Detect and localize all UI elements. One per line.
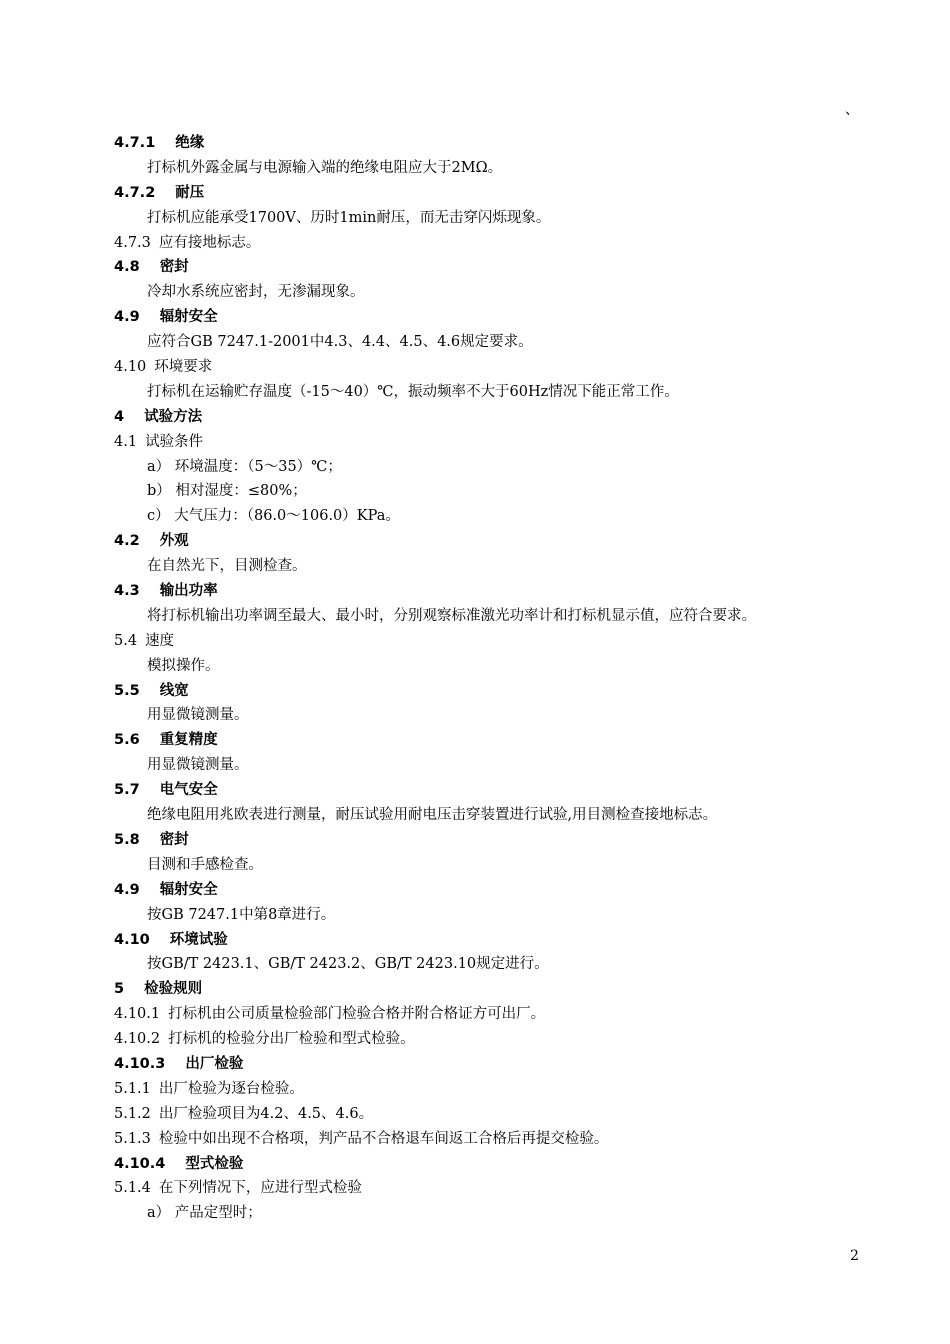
paragraph-text: 在自然光下，目测检查。 — [147, 558, 307, 575]
section-number: 5.5 — [114, 682, 140, 699]
paragraph-line — [114, 280, 914, 305]
paragraph-text: a） 环境温度：（5～35）℃； — [147, 458, 342, 475]
paragraph-text: 模拟操作。 — [147, 657, 220, 674]
section-line — [114, 231, 914, 256]
paragraph-text: 按GB 7247.1中第8章进行。 — [147, 906, 336, 923]
paragraph-line — [114, 380, 914, 405]
section-title: 环境试验 — [169, 931, 228, 948]
section-title: 绝缘 — [175, 135, 205, 151]
section-title: 速度 — [145, 632, 175, 649]
paragraph-line — [114, 703, 914, 728]
section-number: 4.8 — [114, 259, 140, 276]
section-line — [114, 1152, 914, 1177]
section-number: 4.10 — [114, 931, 150, 948]
paragraph-text: 按GB/T 2423.1、GB/T 2423.2、GB/T 2423.10规定进行。 — [147, 956, 549, 973]
paragraph-text: b） 相对湿度：≤80%； — [147, 483, 307, 500]
paragraph-text: 用显微镜测量。 — [147, 757, 249, 774]
paragraph-line — [114, 554, 914, 579]
section-line — [114, 977, 914, 1002]
section-title: 线宽 — [159, 682, 189, 699]
section-number: 4.10.2 — [114, 1031, 161, 1048]
section-line — [114, 1002, 914, 1027]
paragraph-line — [114, 903, 914, 928]
section-line — [114, 679, 914, 704]
section-line — [114, 1027, 914, 1052]
section-number: 4.3 — [114, 583, 140, 600]
section-number: 4 — [114, 408, 125, 425]
section-number: 4.7.3 — [114, 234, 151, 251]
section-title: 辐射安全 — [159, 309, 218, 326]
section-line — [114, 828, 914, 853]
section-title: 打标机的检验分出厂检验和型式检验。 — [168, 1031, 415, 1048]
paragraph-line — [114, 504, 914, 529]
section-line — [114, 778, 914, 803]
section-line — [114, 579, 914, 604]
paragraph-text: 绝缘电阻用兆欧表进行测量，耐压试验用耐电压击穿装置进行试验,用目测检查接地标志。 — [147, 807, 718, 824]
section-title: 密封 — [159, 831, 189, 848]
section-title: 环境要求 — [154, 359, 213, 376]
section-title: 出厂检验为逐台检验。 — [158, 1080, 304, 1097]
section-title: 密封 — [159, 259, 189, 276]
section-title: 重复精度 — [159, 732, 218, 749]
section-title: 电气安全 — [159, 782, 218, 799]
paragraph-text: 冷却水系统应密封，无渗漏现象。 — [147, 284, 365, 301]
section-line — [114, 728, 914, 753]
paragraph-line — [114, 156, 914, 181]
paragraph-text: 应符合GB 7247.1-2001中4.3、4.4、4.5、4.6规定要求。 — [147, 334, 533, 351]
section-number: 4.7.1 — [114, 135, 156, 151]
page-number: 2 — [850, 1248, 859, 1264]
section-number: 4.10 — [114, 359, 147, 376]
paragraph-text: 将打标机输出功率调至最大、最小时，分别观察标准激光功率计和打标机显示值，应符合要求。 — [147, 607, 756, 624]
section-number: 4.1 — [114, 433, 138, 450]
section-number: 5.7 — [114, 782, 140, 799]
section-line — [114, 1127, 914, 1152]
section-line — [114, 405, 914, 430]
section-number: 4.2 — [114, 533, 140, 550]
section-line — [114, 529, 914, 554]
section-line — [114, 305, 914, 330]
section-title: 型式检验 — [185, 1155, 244, 1172]
section-number: 5.1.2 — [114, 1105, 151, 1122]
section-title: 在下列情况下，应进行型式检验 — [158, 1180, 362, 1197]
corner-mark: 、 — [845, 102, 859, 118]
section-number: 4.9 — [114, 881, 140, 898]
section-line — [114, 928, 914, 953]
section-title: 外观 — [159, 533, 189, 550]
section-title: 出厂检验项目为4.2、4.5、4.6。 — [158, 1105, 374, 1122]
section-title: 打标机由公司质量检验部门检验合格并附合格证方可出厂。 — [168, 1006, 546, 1023]
section-number: 4.10.4 — [114, 1155, 166, 1172]
paragraph-line — [114, 455, 914, 480]
paragraph-line — [114, 604, 914, 629]
paragraph-line — [114, 853, 914, 878]
section-title: 检验规则 — [144, 981, 203, 998]
section-title: 应有接地标志。 — [158, 234, 261, 251]
section-title: 检验中如出现不合格项，判产品不合格退车间返工合格后再提交检验。 — [158, 1130, 609, 1147]
section-title: 输出功率 — [159, 583, 218, 600]
paragraph-text: c） 大气压力：（86.0～106.0）KPa。 — [147, 508, 400, 525]
section-line — [114, 1077, 914, 1102]
section-number: 4.9 — [114, 309, 140, 326]
paragraph-line — [114, 952, 914, 977]
section-title: 耐压 — [175, 184, 205, 201]
section-line — [114, 355, 914, 380]
section-title: 出厂检验 — [185, 1055, 244, 1072]
document-body — [114, 131, 914, 1226]
section-line — [114, 255, 914, 280]
paragraph-line — [114, 1201, 914, 1226]
section-line — [114, 430, 914, 455]
paragraph-line — [114, 654, 914, 679]
section-line — [114, 181, 914, 206]
section-line — [114, 1176, 914, 1201]
paragraph-text: 打标机在运输贮存温度（-15～40）℃，振动频率不大于60Hz情况下能正常工作。 — [147, 383, 679, 400]
paragraph-line — [114, 753, 914, 778]
section-line — [114, 131, 914, 156]
section-number: 4.10.3 — [114, 1055, 166, 1072]
document-lines — [114, 131, 914, 1226]
paragraph-line — [114, 330, 914, 355]
section-line — [114, 629, 914, 654]
paragraph-text: 打标机外露金属与电源输入端的绝缘电阻应大于2MΩ。 — [147, 159, 503, 176]
section-number: 5.4 — [114, 632, 138, 649]
section-number: 5.1.3 — [114, 1130, 151, 1147]
section-number: 4.10.1 — [114, 1006, 161, 1023]
paragraph-line — [114, 479, 914, 504]
section-title: 试验条件 — [145, 433, 204, 450]
section-number: 5.6 — [114, 732, 140, 749]
paragraph-line — [114, 803, 914, 828]
section-number: 4.7.2 — [114, 184, 156, 201]
section-line — [114, 1102, 914, 1127]
paragraph-text: 打标机应能承受1700V、历时1min耐压，而无击穿闪烁现象。 — [147, 209, 551, 226]
section-number: 5.1.1 — [114, 1080, 151, 1097]
section-line — [114, 1052, 914, 1077]
section-title: 试验方法 — [144, 408, 203, 425]
paragraph-text: 用显微镜测量。 — [147, 707, 249, 724]
paragraph-line — [114, 206, 914, 231]
section-number: 5.1.4 — [114, 1180, 151, 1197]
section-line — [114, 878, 914, 903]
section-title: 辐射安全 — [159, 881, 218, 898]
section-number: 5 — [114, 981, 125, 998]
section-number: 5.8 — [114, 831, 140, 848]
paragraph-text: 目测和手感检查。 — [147, 856, 263, 873]
paragraph-text: a） 产品定型时； — [147, 1205, 262, 1222]
